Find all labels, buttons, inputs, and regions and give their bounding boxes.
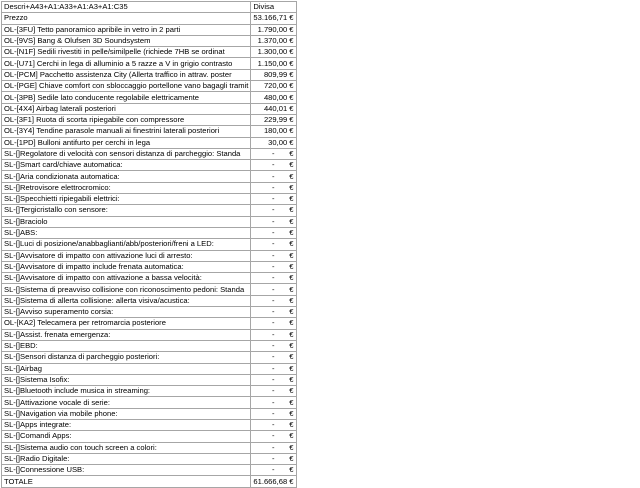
table-row [2, 397, 297, 408]
value-cell[interactable]: - € [251, 227, 296, 238]
description-cell[interactable]: SL-[]Tergicristallo con sensore: [2, 205, 251, 216]
value-cell[interactable]: - € [251, 205, 296, 216]
table-row [2, 318, 297, 329]
description-cell[interactable]: SL-[]Braciolo [2, 216, 251, 227]
value-cell[interactable]: - € [251, 160, 296, 171]
table-row [2, 352, 297, 363]
value-cell[interactable]: - € [251, 250, 296, 261]
description-cell[interactable]: SL-[]Sistema di allerta collisione: allerta visiva/acustica: [2, 295, 251, 306]
value-cell[interactable]: - € [251, 352, 296, 363]
table-row [2, 250, 297, 261]
description-cell[interactable]: SL-[]ABS: [2, 227, 251, 238]
table-row [2, 171, 297, 182]
table-row [2, 239, 297, 250]
table-row [2, 182, 297, 193]
value-cell[interactable]: - € [251, 307, 296, 318]
table-row [2, 227, 297, 238]
table-row [2, 69, 297, 80]
value-cell[interactable]: - € [251, 397, 296, 408]
table-row [2, 419, 297, 430]
value-cell[interactable]: - € [251, 340, 296, 351]
value-cell[interactable]: 720,00 € [251, 81, 296, 92]
description-cell[interactable]: SL-[]Smart card/chiave automatica: [2, 160, 251, 171]
description-cell[interactable]: SL-[]Avvisatore di impatto con attivazione luci di arresto: [2, 250, 251, 261]
table-row [2, 205, 297, 216]
table-row [2, 465, 297, 476]
description-cell[interactable]: SL-[]Navigation via mobile phone: [2, 408, 251, 419]
value-cell[interactable]: - € [251, 261, 296, 272]
description-cell[interactable]: SL-[]Sensori distanza di parcheggio posteriori: [2, 352, 251, 363]
description-cell[interactable]: SL-[]Avviso superamento corsia: [2, 307, 251, 318]
table-row [2, 363, 297, 374]
table-row [2, 273, 297, 284]
description-cell[interactable]: OL-[U71] Cerchi in lega di alluminio a 5 razze a V in grigio contrasto [2, 58, 251, 69]
value-cell[interactable]: - € [251, 194, 296, 205]
description-cell[interactable]: OL-[3PB] Sedile lato conducente regolabile elettricamente [2, 92, 251, 103]
description-cell[interactable]: SL-[]Sistema di preavviso collisione con riconoscimento pedoni: Standa [2, 284, 251, 295]
table-row [2, 431, 297, 442]
value-cell[interactable]: 30,00 € [251, 137, 296, 148]
value-cell[interactable]: - € [251, 465, 296, 476]
description-cell[interactable]: OL-[4X4] Airbag laterali posteriori [2, 103, 251, 114]
value-cell[interactable]: - € [251, 442, 296, 453]
spreadsheet-table [1, 1, 297, 488]
description-cell[interactable]: OL-[3FU] Tetto panoramico apribile in vetro in 2 parti [2, 24, 251, 35]
value-cell[interactable]: - € [251, 148, 296, 159]
description-cell[interactable]: SL-[]Luci di posizione/anabbaglianti/abb/posteriori/freni a LED: [2, 239, 251, 250]
value-cell[interactable]: 229,99 € [251, 114, 296, 125]
description-cell[interactable]: OL-[KA2] Telecamera per retromarcia posteriore [2, 318, 251, 329]
description-cell[interactable]: SL-[]Apps integrate: [2, 419, 251, 430]
table-row [2, 47, 297, 58]
description-cell[interactable]: SL-[]EBD: [2, 340, 251, 351]
value-cell[interactable]: - € [251, 171, 296, 182]
description-cell[interactable]: SL-[]Sistema Isofix: [2, 374, 251, 385]
description-cell[interactable]: SL-[]Aria condizionata automatica: [2, 171, 251, 182]
description-cell[interactable]: SL-[]Retrovisore elettrocromico: [2, 182, 251, 193]
description-cell[interactable]: OL-[3Y4] Tendine parasole manuali ai finestrini laterali posteriori [2, 126, 251, 137]
value-cell[interactable]: - € [251, 386, 296, 397]
description-cell[interactable]: SL-[]Comandi Apps: [2, 431, 251, 442]
description-cell[interactable]: SL-[]Connessione USB: [2, 465, 251, 476]
table-row [2, 329, 297, 340]
table-row [2, 160, 297, 171]
table-row [2, 81, 297, 92]
value-cell[interactable]: - € [251, 284, 296, 295]
description-cell[interactable]: SL-[]Avvisatore di impatto include frenata automatica: [2, 261, 251, 272]
description-cell[interactable]: OL-[3F1] Ruota di scorta ripiegabile con compressore [2, 114, 251, 125]
description-cell[interactable]: SL-[]Avvisatore di impatto con attivazione a bassa velocità: [2, 273, 251, 284]
table-row [2, 103, 297, 114]
description-cell[interactable]: OL-[PGE] Chiave comfort con sbloccaggio portellone vano bagagli tramit [2, 81, 251, 92]
table-row [2, 92, 297, 103]
description-cell[interactable]: SL-[]Bluetooth include musica in streaming: [2, 386, 251, 397]
value-cell[interactable]: - € [251, 239, 296, 250]
value-cell[interactable]: - € [251, 431, 296, 442]
value-cell[interactable]: 480,00 € [251, 92, 296, 103]
table-row [2, 453, 297, 464]
value-cell[interactable]: - € [251, 419, 296, 430]
value-cell[interactable]: 440,01 € [251, 103, 296, 114]
description-cell[interactable]: OL-[N1F] Sedili rivestiti in pelle/similpelle (richiede 7HB se ordinat [2, 47, 251, 58]
value-cell[interactable]: - € [251, 374, 296, 385]
table-row [2, 307, 297, 318]
spreadsheet-body [2, 2, 297, 488]
description-cell[interactable]: Prezzo [2, 13, 251, 24]
total-row [2, 476, 297, 487]
value-cell[interactable]: - € [251, 363, 296, 374]
description-cell[interactable]: OL-[1PD] Bulloni antifurto per cerchi in lega [2, 137, 251, 148]
value-cell[interactable]: - € [251, 318, 296, 329]
table-row [2, 408, 297, 419]
value-cell[interactable]: 1.150,00 € [251, 58, 296, 69]
description-cell[interactable]: SL-[]Specchietti ripiegabili elettrici: [2, 194, 251, 205]
value-cell[interactable]: 1.370,00 € [251, 35, 296, 46]
table-row [2, 194, 297, 205]
table-row [2, 442, 297, 453]
table-row [2, 13, 297, 24]
value-cell[interactable]: - € [251, 273, 296, 284]
value-cell[interactable]: 61.666,68 € [251, 476, 296, 487]
description-cell[interactable]: SL-[]Assist. frenata emergenza: [2, 329, 251, 340]
value-cell[interactable]: 1.790,00 € [251, 24, 296, 35]
header-row [2, 2, 297, 13]
description-cell[interactable]: SL-[]Sistema audio con touch screen a colori: [2, 442, 251, 453]
value-cell[interactable]: - € [251, 216, 296, 227]
table-row [2, 284, 297, 295]
description-cell[interactable]: OL-[9VS] Bang & Olufsen 3D Soundsystem [2, 35, 251, 46]
table-row [2, 148, 297, 159]
value-cell[interactable]: 809,99 € [251, 69, 296, 80]
description-cell[interactable]: SL-[]Airbag [2, 363, 251, 374]
header-currency-cell[interactable]: Divisa [251, 2, 296, 13]
value-cell[interactable]: - € [251, 329, 296, 340]
description-cell[interactable]: SL-[]Radio Digitale: [2, 453, 251, 464]
value-cell[interactable]: - € [251, 295, 296, 306]
table-row [2, 386, 297, 397]
table-row [2, 216, 297, 227]
table-row [2, 374, 297, 385]
table-row [2, 137, 297, 148]
description-cell[interactable]: OL-[PCM] Pacchetto assistenza City (Allerta traffico in attrav. poster [2, 69, 251, 80]
description-cell[interactable]: TOTALE [2, 476, 251, 487]
value-cell[interactable]: - € [251, 182, 296, 193]
table-row [2, 114, 297, 125]
value-cell[interactable]: 53.166,71 € [251, 13, 296, 24]
value-cell[interactable]: - € [251, 453, 296, 464]
value-cell[interactable]: 180,00 € [251, 126, 296, 137]
value-cell[interactable]: 1.300,00 € [251, 47, 296, 58]
table-row [2, 35, 297, 46]
table-row [2, 261, 297, 272]
header-description-cell[interactable]: Descri+A43+A1:A33+A1:A3+A1:C35 [2, 2, 251, 13]
table-row [2, 58, 297, 69]
value-cell[interactable]: - € [251, 408, 296, 419]
table-row [2, 340, 297, 351]
description-cell[interactable]: SL-[]Attivazione vocale di serie: [2, 397, 251, 408]
description-cell[interactable]: SL-[]Regolatore di velocità con sensori distanza di parcheggio: Standa [2, 148, 251, 159]
table-row [2, 126, 297, 137]
table-row [2, 295, 297, 306]
table-row [2, 24, 297, 35]
